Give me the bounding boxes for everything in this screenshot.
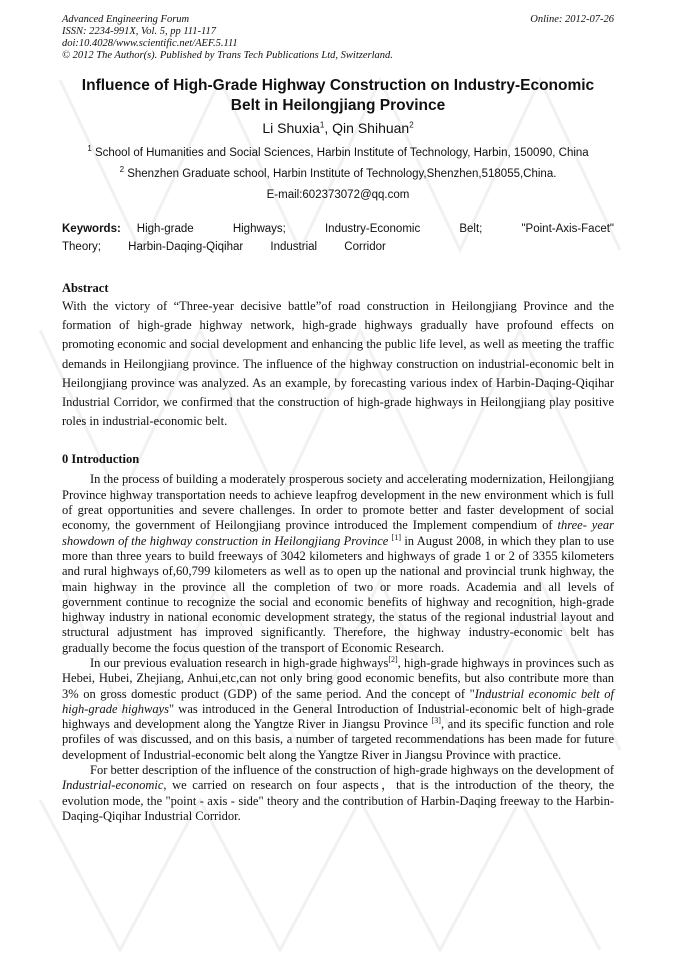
affiliation-2	[62, 167, 614, 181]
introduction-section	[62, 451, 614, 824]
intro-paragraph-3	[62, 763, 614, 824]
paragraph-text: in August 2008, in which they plan to use more than three years to build freeways of 3042 kilometers and highways of grade 1 or 2 of 3355 kilometers and rural highways of,60,799 kilometers as well as to open up the national and provincial trunk highway, the main highway in the province all the completion of two or more roads. Academia and all levels of government continue to recognize the social and economic benefits of highway and recognition, high-grade highway industry in national economic development strategy, the status of the regional industrial layout and structural adjustment has improved significantly. Therefore, the highway industry-economic belt has gradually become the focus question of the transport of Economic Research.	[62, 533, 614, 655]
paragraph-text: In the process of building a moderately prosperous society and accelerating modernization, Heilongjiang Province highway transportation needs to achieve leapfrog development in the new environment which is full of great opportunities and severe challenges. In order to promote better and faster development of social economy, the government of Heilongjiang province introduced the Implement compendium of	[62, 472, 614, 533]
author-email: E-mail:602373072@qq.com	[266, 189, 410, 201]
journal-header	[62, 14, 614, 62]
paragraph-text: In our previous evaluation research in high-grade highways	[90, 655, 389, 670]
affiliation-number: 2	[119, 165, 125, 175]
paragraph-text: " was introduced in the General Introduction of Industrial-economic belt of high-grade highways and development along the Yangtze River in Jiangsu Province	[62, 701, 614, 732]
document-title: three- year showdown of the highway construction in Heilongjiang Province	[62, 518, 615, 548]
paper-title	[62, 76, 614, 116]
affiliation-number: 1	[87, 144, 92, 154]
title-line-1: Influence of High-Grade Highway Construction on Industry-Economic	[81, 77, 595, 94]
abstract-section	[62, 280, 614, 431]
keywords-label: Keywords:	[62, 223, 121, 235]
citation-ref: [2]	[388, 654, 398, 664]
intro-paragraph-2	[62, 656, 614, 763]
abstract-text: With the victory of “Three-year decisive battle”of road construction in Heilongjiang Province and the formation of high-grade highway network, high-grade highways gradually have profound effects on promoting economic and social development and enhancing the public life level, as well as meeting the traffic demands in Heilongjiang province. The influence of the highway construction on industrial-economic belt in Heilongjiang province was analyzed. As an example, by forecasting various index of Harbin-Daqing-Qiqihar Industrial Corridor, we confirmed that the construction of high-grade highways in Heilongjiang play positive roles in industrial-economic belt.	[62, 299, 614, 429]
journal-name: Advanced Engineering Forum	[62, 14, 190, 25]
copyright-line: © 2012 The Author(s). Published by Trans Tech Publications Ltd, Switzerland.	[62, 50, 393, 61]
keywords-text: High-grade Highways; Industry-Economic Belt; "Point-Axis-Facet" Theory; Harbin-Daqing-Qiqihar Industrial Corridor	[62, 223, 614, 253]
doi-line: doi:10.4028/www.scientific.net/AEF.5.111	[62, 38, 238, 49]
affiliation-1	[62, 146, 614, 160]
abstract-heading: Abstract	[62, 281, 109, 295]
author-separator: ,	[324, 120, 333, 136]
affiliation-text: Shenzhen Graduate school, Harbin Institute of Technology,Shenzhen,518055,China.	[124, 168, 557, 180]
paragraph-text: , we carried on research on four aspects，that is the introduction of the theory, the evolution mode, the "point - axis - side" theory and the contribution of Harbin-Daqing freeway to the Harbin-Daqing-Qiqihar Industrial Corridor.	[62, 778, 614, 823]
online-date: Online: 2012-07-26	[530, 14, 614, 25]
concept-term: Industrial economic belt of high-grade highways	[62, 686, 614, 716]
affiliation-text: School of Humanities and Social Sciences, Harbin Institute of Technology, Harbin, 150090, China	[91, 147, 589, 159]
issn-line: ISSN: 2234-991X, Vol. 5, pp 111-117	[62, 26, 216, 37]
introduction-heading: 0 Introduction	[62, 452, 140, 467]
paragraph-text: , high-grade highways in provinces such as Hebei, Hubei, Zhejiang, Anhui,etc,can not only bring good economic benefits, but also contribute more than 3% on gross domestic product (GDP) of the same period. And the concept of "	[62, 655, 614, 701]
citation-ref: [1]	[391, 532, 401, 542]
paper-page	[62, 14, 614, 824]
citation-ref: [3]	[431, 716, 441, 726]
keywords-block	[62, 220, 614, 256]
author-name: Qin Shihuan	[332, 120, 410, 136]
paragraph-text: , and its specific function and role profiles of was discussed, and on this basis, a number of targeted recommendations has been made for future development of Industrial-economic belt along the Yangtze River in Jiangsu Province with practice.	[62, 717, 614, 762]
author-list	[62, 119, 614, 137]
author-name: Li Shuxia	[262, 120, 320, 136]
paragraph-text: For better description of the influence of the construction of high-grade highways on the development of	[90, 763, 614, 778]
concept-term: Industrial-economic	[62, 778, 164, 793]
title-line-2: Belt in Heilongjiang Province	[230, 97, 446, 114]
affiliation-marker: 2	[409, 120, 414, 130]
intro-paragraph-1	[62, 472, 614, 656]
affiliation-marker: 1	[319, 120, 325, 130]
